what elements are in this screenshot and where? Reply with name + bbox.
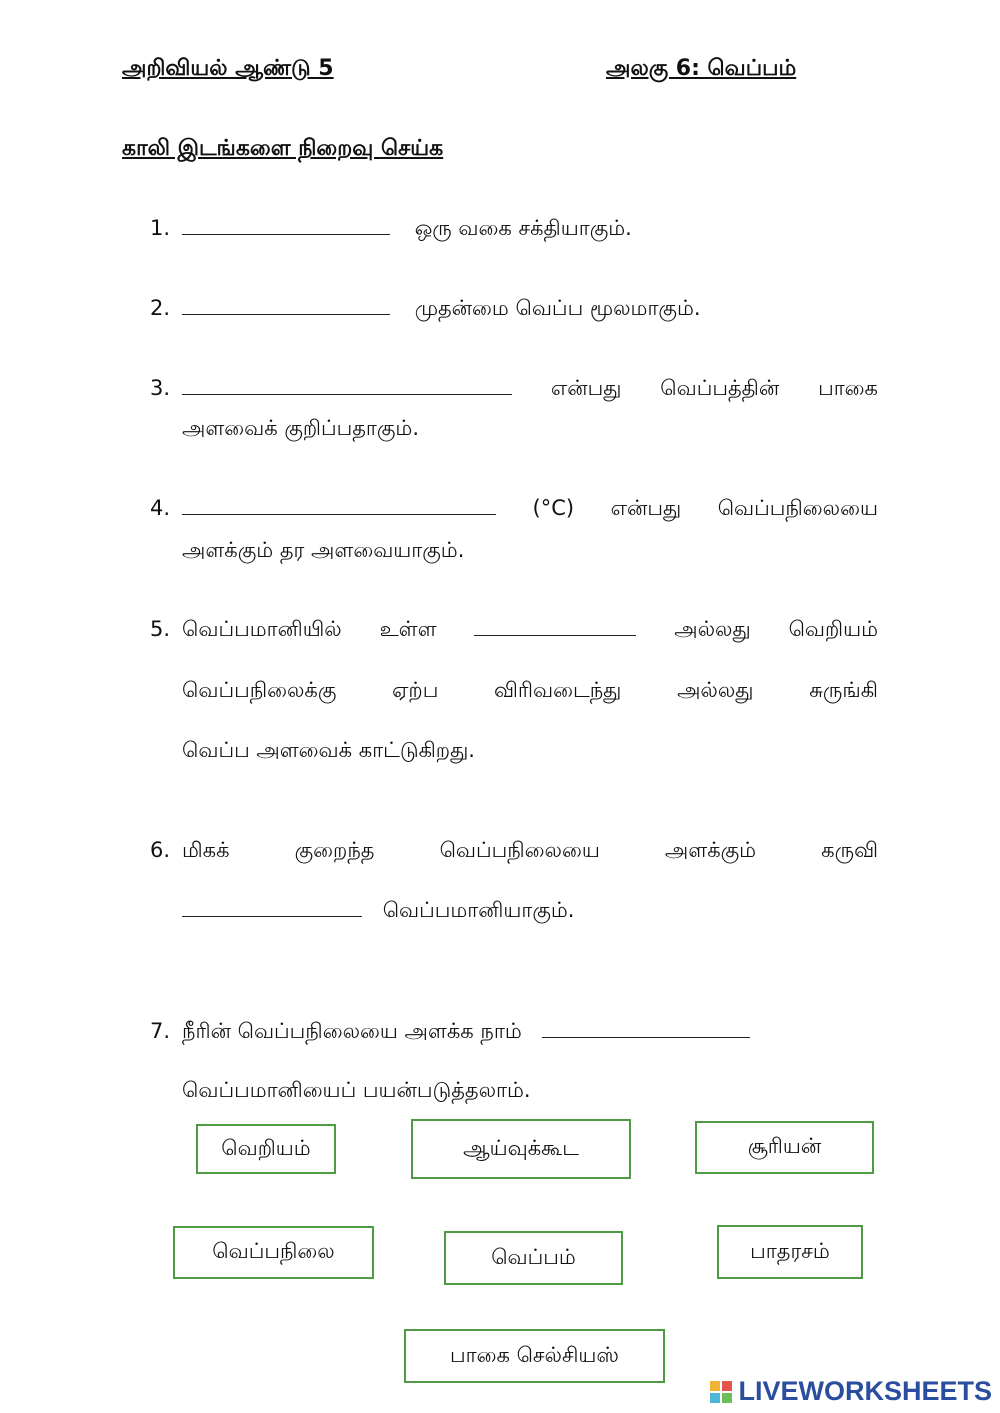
question-word: பாகை [818,376,878,400]
word-bank-option[interactable]: வெறியம் [196,1124,336,1174]
question-5-line-3: வெப்ப அளவைக் காட்டுகிறது. [182,738,475,762]
question-6-line-2 [182,898,574,925]
question-6-line-1 [150,838,878,865]
question-word: அல்லது [677,678,754,702]
liveworksheets-logo [710,1376,992,1407]
answer-blank-4[interactable] [182,496,496,515]
question-word: வெப்பநிலையை [717,496,878,520]
question-word: கருவி [821,838,878,862]
word-bank-option[interactable]: பாதரசம் [717,1225,863,1279]
question-number: 5. [150,617,171,641]
word-bank-option[interactable]: சூரியன் [695,1121,874,1174]
question-2 [150,296,701,319]
question-7-line-1 [150,1019,750,1042]
question-word: வெப்பநிலையை [439,838,600,862]
question-word: வெப்பத்தின் [660,376,780,400]
question-text: வெப்பமானியாகும். [382,898,575,922]
question-text: நீரின் வெப்பநிலையை அளக்க நாம் [182,1019,522,1043]
question-word: அளக்கும் [664,838,757,862]
question-3-line-2: அளவைக் குறிப்பதாகும். [182,416,419,440]
question-word: என்பது [550,376,622,400]
question-4-line-1 [150,496,878,523]
logo-square [722,1393,732,1403]
question-word: அல்லது [674,617,751,641]
word-bank-option[interactable]: வெப்பநிலை [173,1226,374,1279]
answer-blank-7[interactable] [542,1019,750,1038]
answer-blank-6[interactable] [182,898,362,917]
answer-blank-3[interactable] [182,376,512,395]
word-bank-option[interactable]: வெப்பம் [444,1231,623,1285]
question-number: 7. [150,1019,171,1043]
question-4-line-2: அளக்கும் தர அளவையாகும். [182,538,465,562]
question-word: சுருங்கி [809,678,878,702]
question-5-line-2 [182,678,878,705]
question-text: முதன்மை வெப்ப மூலமாகும். [414,296,701,320]
question-number: 1. [150,216,171,240]
question-number: 3. [150,376,171,400]
question-word: உள்ள [379,617,437,641]
question-number: 2. [150,296,171,320]
question-text: ஒரு வகை சக்தியாகும். [414,216,632,240]
logo-square [710,1381,720,1391]
logo-text: LIVEWORKSHEETS [738,1376,992,1406]
unit-title: அலகு 6: வெப்பம் [606,56,797,81]
question-word: மிகக் [182,838,230,862]
logo-square [710,1393,720,1403]
logo-square [722,1381,732,1391]
question-word: வெறியம் [788,617,878,641]
question-3-line-1 [150,376,878,403]
question-5-line-1 [150,617,878,644]
question-number: 4. [150,496,171,520]
answer-blank-1[interactable] [182,216,390,235]
question-7-line-2: வெப்பமானியைப் பயன்படுத்தலாம். [182,1078,531,1102]
question-word: (°C) [532,496,575,520]
question-word: குறைந்த [294,838,375,862]
question-1 [150,216,632,239]
instruction-heading: காலி இடங்களை நிறைவு செய்க [122,136,444,161]
question-number: 6. [150,838,171,862]
answer-blank-2[interactable] [182,296,390,315]
word-bank-option[interactable]: ஆய்வுக்கூட [411,1119,631,1179]
logo-mark-icon [710,1381,732,1403]
question-word: என்பது [610,496,682,520]
question-word: ஏற்ப [392,678,439,702]
question-word: வெப்பநிலைக்கு [182,678,337,702]
answer-blank-5[interactable] [474,617,636,636]
worksheet-title: அறிவியல் ஆண்டு 5 [122,56,334,81]
question-word: வெப்பமானியில் [182,617,342,641]
question-word: விரிவடைந்து [494,678,622,702]
word-bank-option[interactable]: பாகை செல்சியஸ் [404,1329,665,1383]
